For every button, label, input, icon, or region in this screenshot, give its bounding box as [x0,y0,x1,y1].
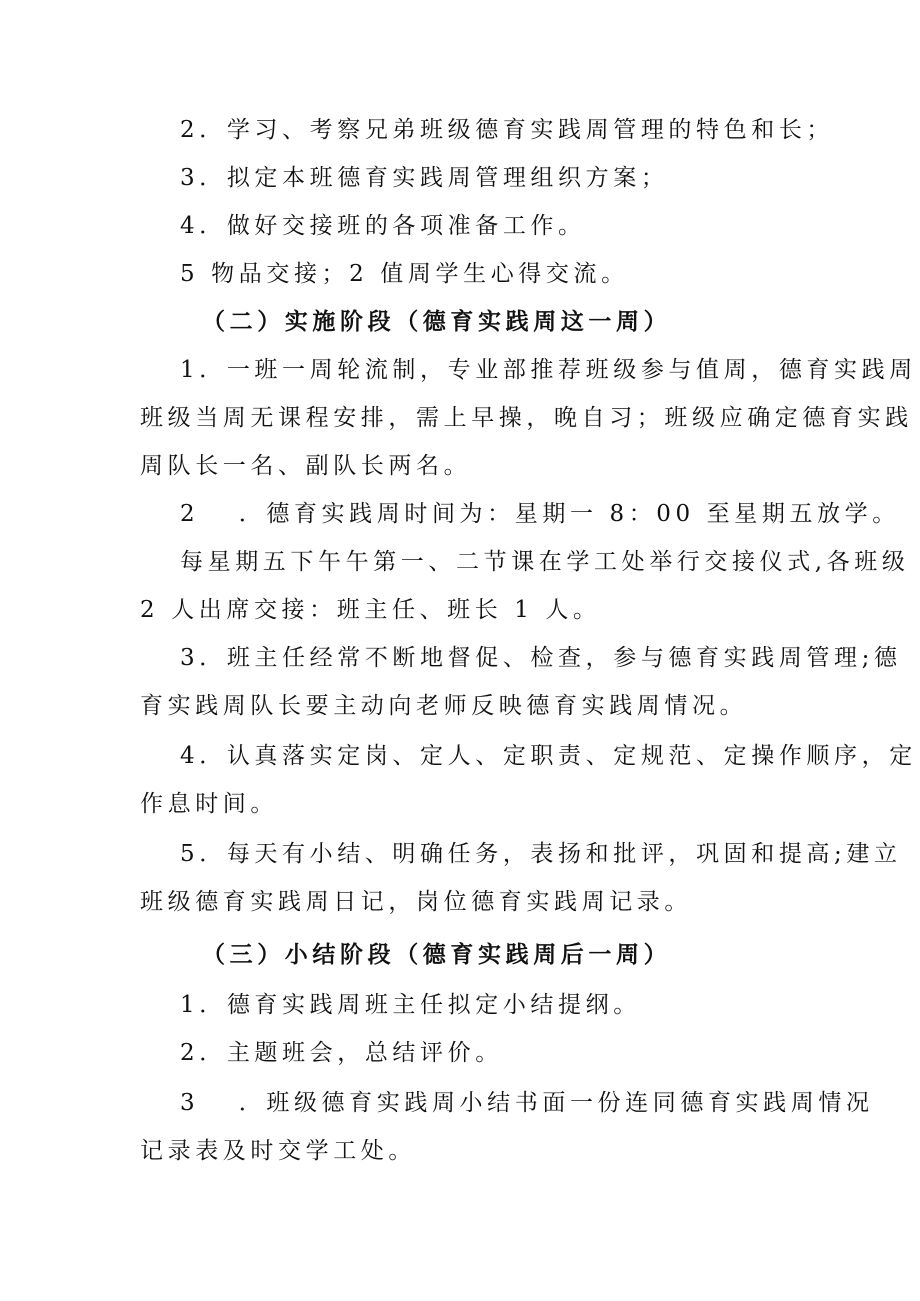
text-line: 4．认真落实定岗、定人、定职责、定规范、定操作顺序，定 [180,743,917,769]
text-line: 周队长一名、副队长两名。 [140,453,472,479]
text-line: 2 ．德育实践周时间为：星期一 8：00 至星期五放学。 [180,501,900,527]
text-line: 2．主题班会，总结评价。 [180,1040,503,1066]
section-heading: （二）实施阶段（德育实践周这一周） [202,309,672,335]
section-heading: （三）小结阶段（德育实践周后一周） [202,942,672,968]
text-line: 作息时间。 [140,791,278,817]
text-line: 4．做好交接班的各项准备工作。 [180,213,586,239]
text-line: 5．每天有小结、明确任务，表扬和批评，巩固和提高;建立 [180,841,902,867]
text-line: 每星期五下午午第一、二节课在学工处举行交接仪式,各班级 [180,549,910,575]
text-line: 3．拟定本班德育实践周管理组织方案； [180,165,669,191]
text-line: 班级当周无课程安排，需上早操，晚自习；班级应确定德育实践 [140,405,913,431]
text-line: 5 物品交接；2 值周学生心得交流。 [180,261,629,287]
text-line: 3．班主任经常不断地督促、检查，参与德育实践周管理;德 [180,645,902,671]
text-line: 育实践周队长要主动向老师反映德育实践周情况。 [140,693,748,719]
text-line: 1．一班一周轮流制，专业部推荐班级参与值周，德育实践周 [180,357,917,383]
text-line: 1．德育实践周班主任拟定小结提纲。 [180,992,641,1018]
text-line: 班级德育实践周日记，岗位德育实践周记录。 [140,889,692,915]
text-line: 3 ．班级德育实践周小结书面一份连同德育实践周情况 [180,1090,874,1116]
text-line: 2 人出席交接：班主任、班长 1 人。 [140,597,601,623]
text-line: 2．学习、考察兄弟班级德育实践周管理的特色和长； [180,117,835,143]
text-line: 记录表及时交学工处。 [140,1138,416,1164]
